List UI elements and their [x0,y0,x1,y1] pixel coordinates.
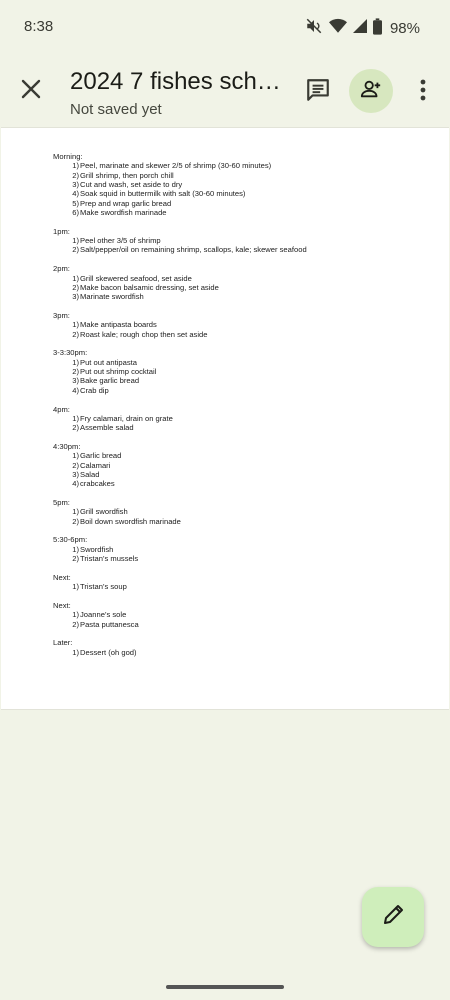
list-item [53,479,307,488]
list-item [53,414,307,423]
list-item [53,161,307,170]
list-item-number: 1) [72,161,79,171]
section-title: 4:30pm: [53,441,81,451]
section-title: 3-3:30pm: [53,348,88,358]
list-item-text: Marinate swordfish [80,292,144,302]
list-item [53,245,307,254]
list-item-text: Garlic bread [80,451,122,461]
schedule-section [53,311,307,339]
list-item-text: Crab dip [80,385,109,395]
list-item-text: Cut and wash, set aside to dry [80,180,183,190]
more-options-button[interactable] [410,74,436,110]
close-button[interactable] [14,74,48,108]
list-item-text: Salad [80,469,100,479]
list-item-text: Fry calamari, drain on grate [80,413,173,423]
schedule-section [53,573,307,592]
list-item-number: 2) [72,170,79,180]
mute-icon [305,17,323,40]
status-icons [305,17,420,40]
schedule-section [53,405,307,433]
status-bar [0,0,450,56]
more-vert-icon [420,79,426,106]
list-item [53,517,307,526]
comment-button[interactable] [300,74,336,110]
list-item-text: Grill shrimp, then porch chill [80,170,174,180]
schedule-section [53,442,307,489]
list-item-text: Make bacon balsamic dressing, set aside [80,282,219,292]
list-item-number: 2) [72,554,79,564]
list-item-text: crabcakes [80,479,115,489]
list-item-number: 2) [72,367,79,377]
app-bar [0,58,450,126]
section-title: 1pm: [53,226,70,236]
edit-button[interactable] [362,887,424,947]
list-item-number: 2) [72,619,79,629]
list-item-text: Assemble salad [80,423,134,433]
list-item [53,620,307,629]
list-item [53,292,307,301]
list-item-text: Bake garlic bread [80,376,140,386]
list-item-text: Calamari [80,460,111,470]
list-item [53,171,307,180]
list-item-text: Grill swordfish [80,507,128,517]
status-time: 8:38 [24,18,54,35]
wifi-icon [329,18,347,39]
list-item-number: 1) [72,236,79,246]
list-item-text: Boil down swordfish marinade [80,516,181,526]
list-item [53,554,307,563]
list-item-number: 3) [72,376,79,386]
close-icon [21,79,41,104]
list-item-number: 2) [72,423,79,433]
list-item [53,423,307,432]
list-item-number: 1) [72,647,79,657]
list-item [53,648,307,657]
list-item-text: Put out shrimp cocktail [80,367,157,377]
list-item-number: 4) [72,479,79,489]
list-item-number: 1) [72,413,79,423]
list-item [53,461,307,470]
list-item [53,320,307,329]
section-title: 4pm: [53,404,70,414]
list-item [53,386,307,395]
list-item [53,376,307,385]
schedule-section [53,152,307,217]
section-title: 5pm: [53,498,70,508]
navigation-handle[interactable] [166,985,284,989]
pencil-icon [381,903,405,932]
list-item-number: 1) [72,320,79,330]
section-title: 2pm: [53,264,70,274]
document-page[interactable] [1,127,449,710]
document-title[interactable]: 2024 7 fishes sch… [70,68,281,95]
list-item-text: Joanne’s sole [80,610,127,620]
list-item [53,274,307,283]
list-item [53,189,307,198]
comment-icon [305,77,331,108]
list-item-number: 4) [72,189,79,199]
list-item-number: 3) [72,469,79,479]
schedule-section [53,227,307,255]
list-item-number: 4) [72,385,79,395]
list-item [53,470,307,479]
list-item-number: 6) [72,208,79,218]
list-item-number: 2) [72,245,79,255]
section-title: Next: [53,572,71,582]
list-item-number: 1) [72,273,79,283]
list-item-number: 2) [72,516,79,526]
section-title: Next: [53,600,71,610]
list-item [53,236,307,245]
battery-percent: 98% [389,20,420,37]
schedule-section [53,498,307,526]
list-item-text: Make antipasta boards [80,320,157,330]
list-item-number: 1) [72,451,79,461]
list-item [53,330,307,339]
list-item-number: 2) [72,329,79,339]
list-item-text: Roast kale; rough chop then set aside [80,329,208,339]
list-item [53,451,307,460]
list-item-number: 1) [72,610,79,620]
list-item-text: Make swordfish marinade [80,208,167,218]
share-button[interactable] [349,69,393,113]
battery-icon [373,18,382,40]
list-item-text: Dessert (oh god) [80,647,137,657]
list-item-text: Soak squid in buttermilk with salt (30-60 minutes) [80,189,246,199]
list-item [53,582,307,591]
list-item-text: Peel other 3/5 of shrimp [80,236,161,246]
list-item-number: 1) [72,544,79,554]
list-item-number: 3) [72,180,79,190]
list-item-number: 3) [72,292,79,302]
list-item [53,610,307,619]
list-item-text: Swordfish [80,544,114,554]
list-item [53,283,307,292]
section-title: Morning: [53,152,83,161]
list-item [53,208,307,217]
section-title: Later: [53,638,73,648]
list-item [53,507,307,516]
list-item-number: 1) [72,582,79,592]
section-title: 5:30-6pm: [53,535,88,545]
list-item-number: 2) [72,282,79,292]
list-item-number: 5) [72,198,79,208]
list-item [53,367,307,376]
signal-icon [353,18,367,39]
list-item-text: Peel, marinate and skewer 2/5 of shrimp (30-60 minutes) [80,161,272,171]
list-item-number: 1) [72,357,79,367]
list-item-number: 1) [72,507,79,517]
schedule-section [53,601,307,629]
schedule-section [53,638,307,657]
save-status: Not saved yet [70,101,162,118]
list-item-text: Tristan’s soup [80,582,127,592]
document-body [53,152,307,666]
schedule-section [53,535,307,563]
schedule-section [53,348,307,395]
list-item [53,180,307,189]
section-title: 3pm: [53,310,70,320]
list-item-text: Salt/pepper/oil on remaining shrimp, scallops, kale; skewer seafood [80,245,307,255]
list-item-number: 2) [72,460,79,470]
list-item-text: Pasta puttanesca [80,619,139,629]
add-person-icon [360,78,382,105]
list-item [53,358,307,367]
list-item-text: Put out antipasta [80,357,137,367]
list-item [53,545,307,554]
list-item-text: Tristan’s mussels [80,554,139,564]
list-item-text: Grill skewered seafood, set aside [80,273,192,283]
list-item [53,199,307,208]
schedule-section [53,264,307,301]
list-item-text: Prep and wrap garlic bread [80,198,172,208]
